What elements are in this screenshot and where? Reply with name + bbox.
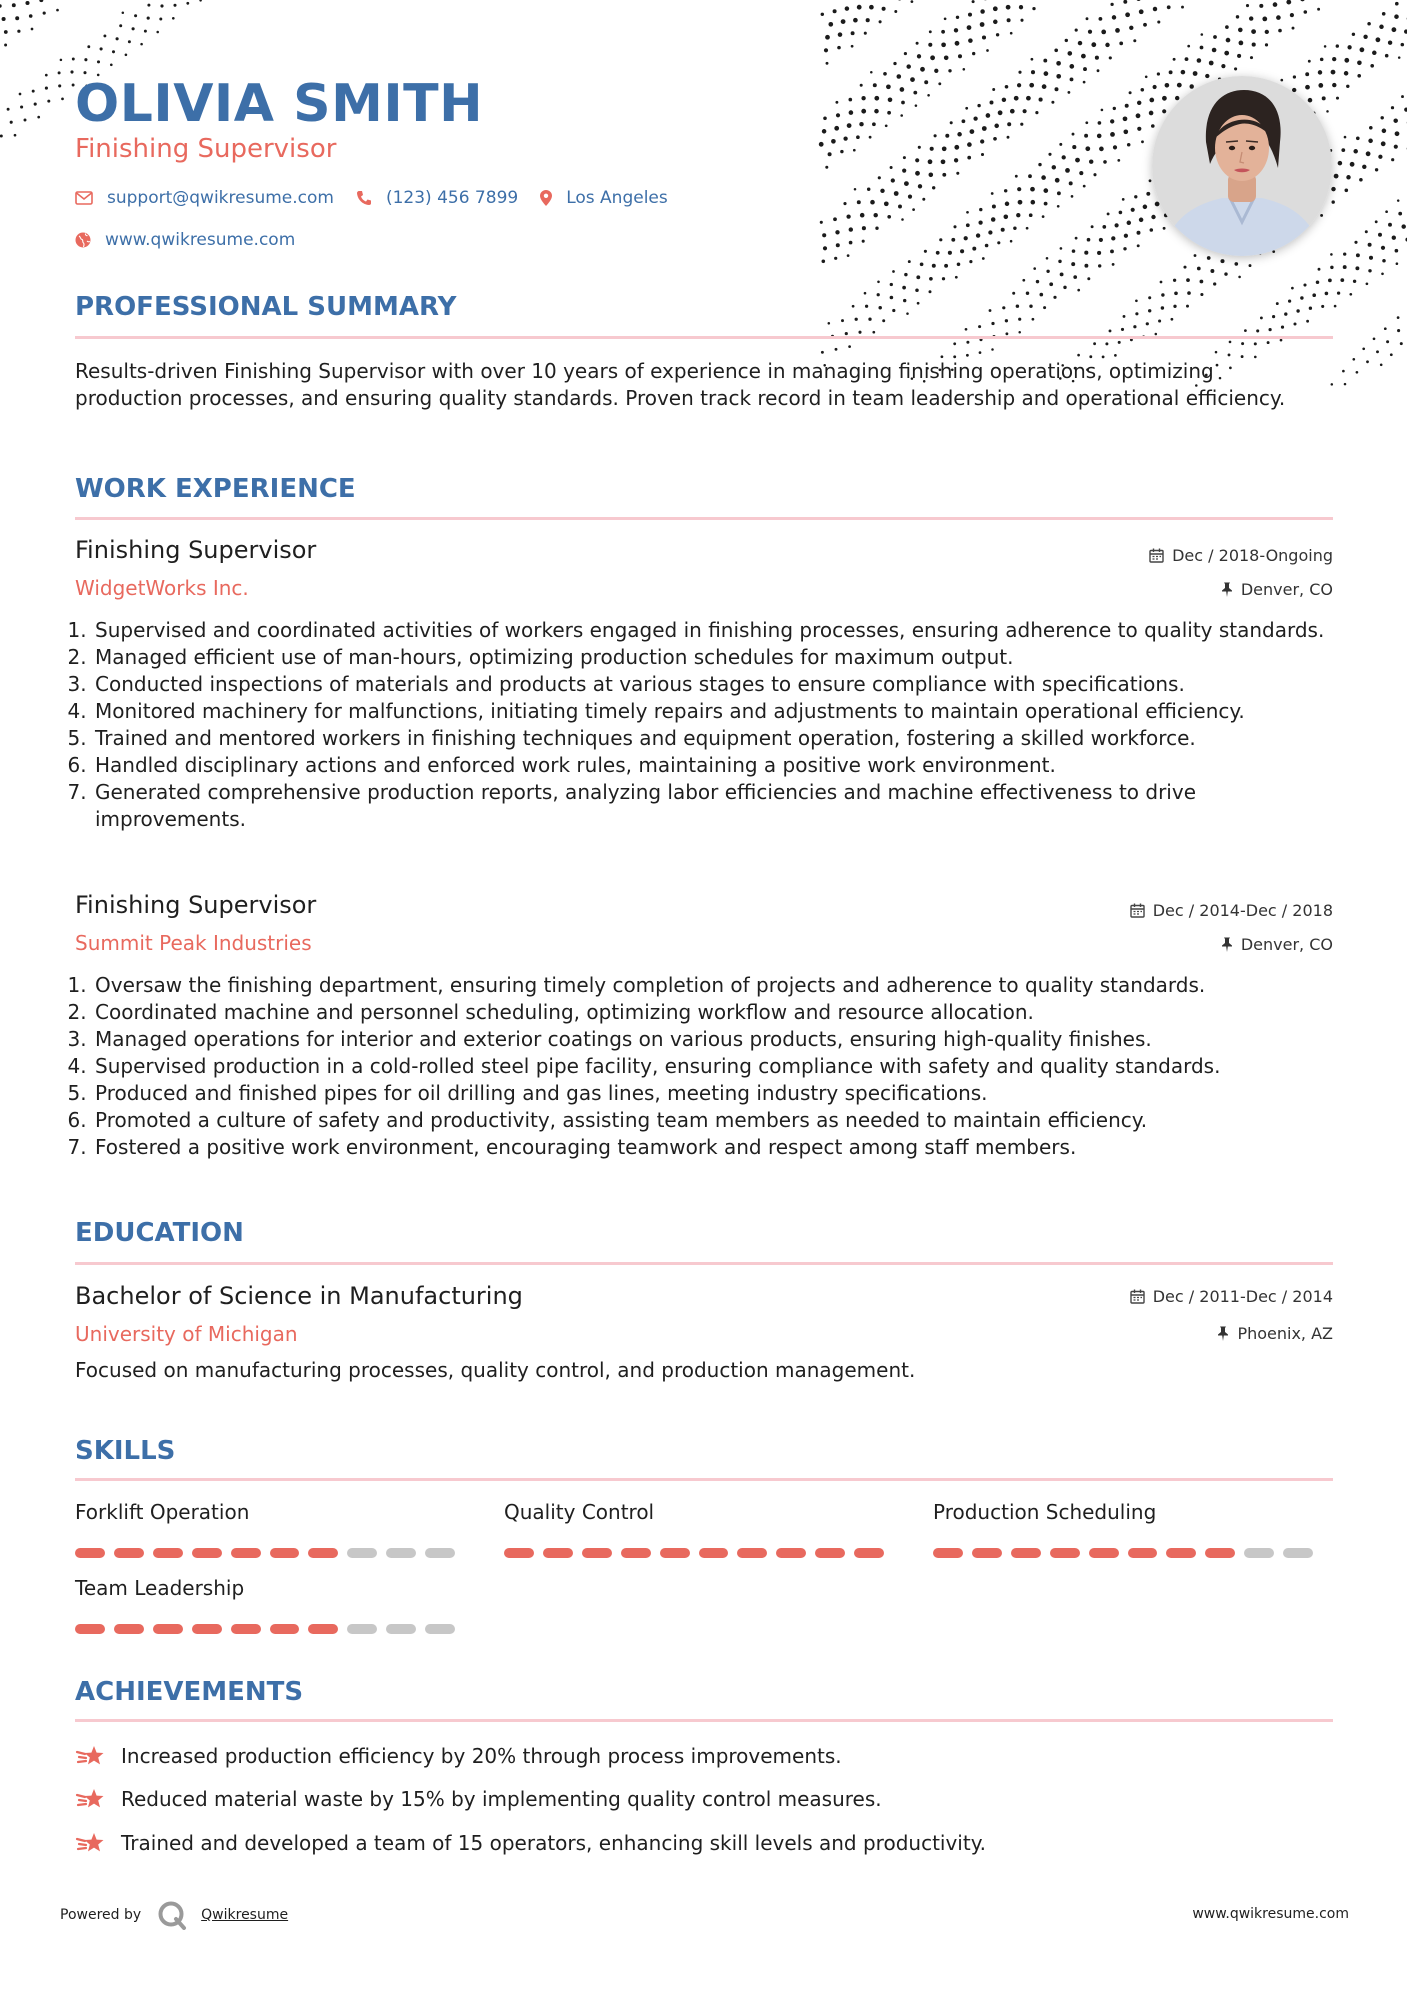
list-item: 1. Oversaw the finishing department, ensuring timely completion of projects and adherence to quality standards. bbox=[93, 972, 1333, 999]
skill-segment-filled bbox=[153, 1624, 183, 1634]
section-divider bbox=[75, 1262, 1333, 1265]
skill-segment-filled bbox=[1128, 1548, 1158, 1558]
skill-item bbox=[933, 1500, 1313, 1558]
skill-item bbox=[75, 1500, 455, 1558]
job-location-text: Denver, CO bbox=[1240, 580, 1333, 599]
achievement-item bbox=[75, 1829, 986, 1857]
list-item: 5. Produced and finished pipes for oil drilling and gas lines, meeting industry specifications. bbox=[93, 1080, 1333, 1107]
skill-segment-filled bbox=[699, 1548, 729, 1558]
skill-item bbox=[504, 1500, 884, 1558]
skill-segment-filled bbox=[308, 1624, 338, 1634]
skill-segment-filled bbox=[815, 1548, 845, 1558]
skill-segment-filled bbox=[192, 1548, 222, 1558]
candidate-name: OLIVIA SMITH bbox=[75, 74, 484, 134]
contact-phone[interactable] bbox=[356, 188, 518, 208]
skill-segment-filled bbox=[231, 1548, 261, 1558]
education-heading: EDUCATION bbox=[75, 1218, 244, 1248]
achievement-item bbox=[75, 1785, 882, 1813]
shooting-star-icon bbox=[75, 1785, 107, 1813]
summary-text: Results-driven Finishing Supervisor with over 10 years of experience in managing finishing operations, optimizing production processes, and ensuring quality standards. Proven track record in team leadership and operational efficiency. bbox=[75, 359, 1286, 410]
education-location bbox=[1217, 1324, 1333, 1343]
job-location bbox=[1221, 580, 1333, 599]
summary-heading: PROFESSIONAL SUMMARY bbox=[75, 292, 457, 322]
phone-text: (123) 456 7899 bbox=[385, 188, 519, 208]
globe-icon bbox=[75, 232, 91, 248]
list-item: 3. Conducted inspections of materials and products at various stages to ensure compliance with specifications. bbox=[93, 671, 1333, 698]
achievement-text: Reduced material waste by 15% by implementing quality control measures. bbox=[121, 1787, 882, 1811]
skill-segment-filled bbox=[192, 1624, 222, 1634]
calendar-icon bbox=[1130, 1289, 1145, 1304]
skill-segment-filled bbox=[737, 1548, 767, 1558]
shooting-star-icon bbox=[75, 1742, 107, 1770]
skill-name: Production Scheduling bbox=[933, 1500, 1157, 1524]
skill-level-bar bbox=[75, 1548, 455, 1558]
skill-segment-filled bbox=[231, 1624, 261, 1634]
qwikresume-link[interactable]: Qwikresume bbox=[201, 1907, 289, 1923]
website-row[interactable] bbox=[75, 230, 295, 250]
skill-segment-filled bbox=[972, 1548, 1002, 1558]
job-responsibilities bbox=[75, 617, 1333, 833]
powered-by-label: Powered by bbox=[60, 1907, 142, 1923]
achievement-item bbox=[75, 1742, 842, 1770]
job-dates bbox=[1149, 546, 1333, 565]
skill-segment-filled bbox=[504, 1548, 534, 1558]
job-company: WidgetWorks Inc. bbox=[75, 576, 249, 600]
skill-segment-filled bbox=[1011, 1548, 1041, 1558]
list-item: 6. Handled disciplinary actions and enforced work rules, maintaining a positive work environment. bbox=[93, 752, 1333, 779]
achievements-heading: ACHIEVEMENTS bbox=[75, 1677, 304, 1707]
list-item: 1. Supervised and coordinated activities of workers engaged in finishing processes, ensuring adherence to quality standards. bbox=[93, 617, 1333, 644]
skill-segment-filled bbox=[114, 1624, 144, 1634]
list-item: 7. Generated comprehensive production reports, analyzing labor efficiencies and machine effectiveness to drive improvements. bbox=[93, 779, 1333, 833]
experience-heading: WORK EXPERIENCE bbox=[75, 474, 356, 504]
list-item: 2. Coordinated machine and personnel scheduling, optimizing workflow and resource allocation. bbox=[93, 999, 1333, 1026]
skill-segment-empty bbox=[425, 1548, 455, 1558]
skill-segment-filled bbox=[114, 1548, 144, 1558]
footer-website[interactable]: www.qwikresume.com bbox=[1192, 1906, 1349, 1922]
job-title: Finishing Supervisor bbox=[75, 536, 317, 564]
skill-segment-filled bbox=[582, 1548, 612, 1558]
skill-segment-filled bbox=[776, 1548, 806, 1558]
portrait-avatar bbox=[1152, 76, 1332, 256]
education-description: Focused on manufacturing processes, quality control, and production management. bbox=[75, 1358, 916, 1382]
school-name: University of Michigan bbox=[75, 1322, 298, 1346]
candidate-title: Finishing Supervisor bbox=[75, 134, 337, 164]
degree-title: Bachelor of Science in Manufacturing bbox=[75, 1282, 523, 1310]
education-location-text: Phoenix, AZ bbox=[1237, 1324, 1333, 1343]
skill-segment-empty bbox=[425, 1624, 455, 1634]
list-item: 7. Fostered a positive work environment, encouraging teamwork and respect among staff members. bbox=[93, 1134, 1333, 1161]
job-location bbox=[1221, 935, 1333, 954]
calendar-icon bbox=[1130, 903, 1145, 918]
skill-name: Team Leadership bbox=[75, 1576, 245, 1600]
shooting-star-icon bbox=[75, 1829, 107, 1857]
section-divider bbox=[75, 336, 1333, 339]
skill-segment-filled bbox=[1166, 1548, 1196, 1558]
map-pin-icon bbox=[540, 190, 552, 206]
achievement-text: Trained and developed a team of 15 operators, enhancing skill levels and productivity. bbox=[121, 1831, 987, 1855]
skill-segment-filled bbox=[270, 1548, 300, 1558]
skill-segment-filled bbox=[854, 1548, 884, 1558]
skill-segment-filled bbox=[75, 1624, 105, 1634]
section-divider bbox=[75, 517, 1333, 520]
skill-name: Quality Control bbox=[504, 1500, 655, 1524]
job-dates bbox=[1130, 901, 1333, 920]
profile-photo bbox=[1152, 76, 1332, 256]
envelope-icon bbox=[75, 191, 93, 205]
skill-segment-filled bbox=[543, 1548, 573, 1558]
job-responsibilities bbox=[75, 972, 1333, 1161]
pushpin-icon bbox=[1221, 937, 1233, 952]
skills-heading: SKILLS bbox=[75, 1436, 176, 1466]
list-item: 2. Managed efficient use of man-hours, optimizing production schedules for maximum output. bbox=[93, 644, 1333, 671]
skill-segment-empty bbox=[1244, 1548, 1274, 1558]
skill-item bbox=[75, 1576, 455, 1634]
contact-row bbox=[75, 188, 690, 208]
skill-segment-empty bbox=[347, 1548, 377, 1558]
skill-segment-filled bbox=[270, 1624, 300, 1634]
skill-segment-filled bbox=[1050, 1548, 1080, 1558]
job-title: Finishing Supervisor bbox=[75, 891, 317, 919]
contact-email[interactable] bbox=[75, 188, 334, 208]
phone-icon bbox=[356, 190, 372, 206]
calendar-icon bbox=[1149, 548, 1164, 563]
location-text: Los Angeles bbox=[566, 188, 668, 208]
skill-segment-filled bbox=[621, 1548, 651, 1558]
qwikresume-logo-icon bbox=[157, 1900, 187, 1930]
list-item: 5. Trained and mentored workers in finishing techniques and equipment operation, fostering a skilled workforce. bbox=[93, 725, 1333, 752]
skill-segment-filled bbox=[660, 1548, 690, 1558]
skill-segment-empty bbox=[1283, 1548, 1313, 1558]
skill-segment-empty bbox=[386, 1548, 416, 1558]
website-text: www.qwikresume.com bbox=[105, 230, 296, 250]
footer-powered-by bbox=[60, 1900, 288, 1930]
skill-segment-empty bbox=[347, 1624, 377, 1634]
email-text: support@qwikresume.com bbox=[107, 188, 334, 208]
skill-name: Forklift Operation bbox=[75, 1500, 250, 1524]
skill-level-bar bbox=[504, 1548, 884, 1558]
skill-segment-filled bbox=[75, 1548, 105, 1558]
skill-segment-filled bbox=[153, 1548, 183, 1558]
job-dates-text: Dec / 2014-Dec / 2018 bbox=[1152, 901, 1333, 920]
job-dates-text: Dec / 2018-Ongoing bbox=[1172, 546, 1333, 565]
list-item: 3. Managed operations for interior and exterior coatings on various products, ensuring high-quality finishes. bbox=[93, 1026, 1333, 1053]
list-item: 6. Promoted a culture of safety and productivity, assisting team members as needed to maintain efficiency. bbox=[93, 1107, 1333, 1134]
pushpin-icon bbox=[1217, 1326, 1229, 1341]
list-item: 4. Supervised production in a cold-rolled steel pipe facility, ensuring compliance with safety and quality standards. bbox=[93, 1053, 1333, 1080]
pushpin-icon bbox=[1221, 582, 1233, 597]
skill-segment-filled bbox=[308, 1548, 338, 1558]
skill-segment-filled bbox=[1205, 1548, 1235, 1558]
skill-level-bar bbox=[933, 1548, 1313, 1558]
skill-segment-filled bbox=[1089, 1548, 1119, 1558]
list-item: 4. Monitored machinery for malfunctions, initiating timely repairs and adjustments to maintain operational efficiency. bbox=[93, 698, 1333, 725]
education-dates-text: Dec / 2011-Dec / 2014 bbox=[1152, 1287, 1333, 1306]
job-location-text: Denver, CO bbox=[1240, 935, 1333, 954]
skill-level-bar bbox=[75, 1624, 455, 1634]
education-dates bbox=[1130, 1287, 1333, 1306]
section-divider bbox=[75, 1719, 1333, 1722]
job-company: Summit Peak Industries bbox=[75, 931, 312, 955]
achievement-text: Increased production efficiency by 20% through process improvements. bbox=[121, 1744, 842, 1768]
section-divider bbox=[75, 1478, 1333, 1481]
skill-segment-filled bbox=[933, 1548, 963, 1558]
skill-segment-empty bbox=[386, 1624, 416, 1634]
contact-location bbox=[540, 188, 668, 208]
